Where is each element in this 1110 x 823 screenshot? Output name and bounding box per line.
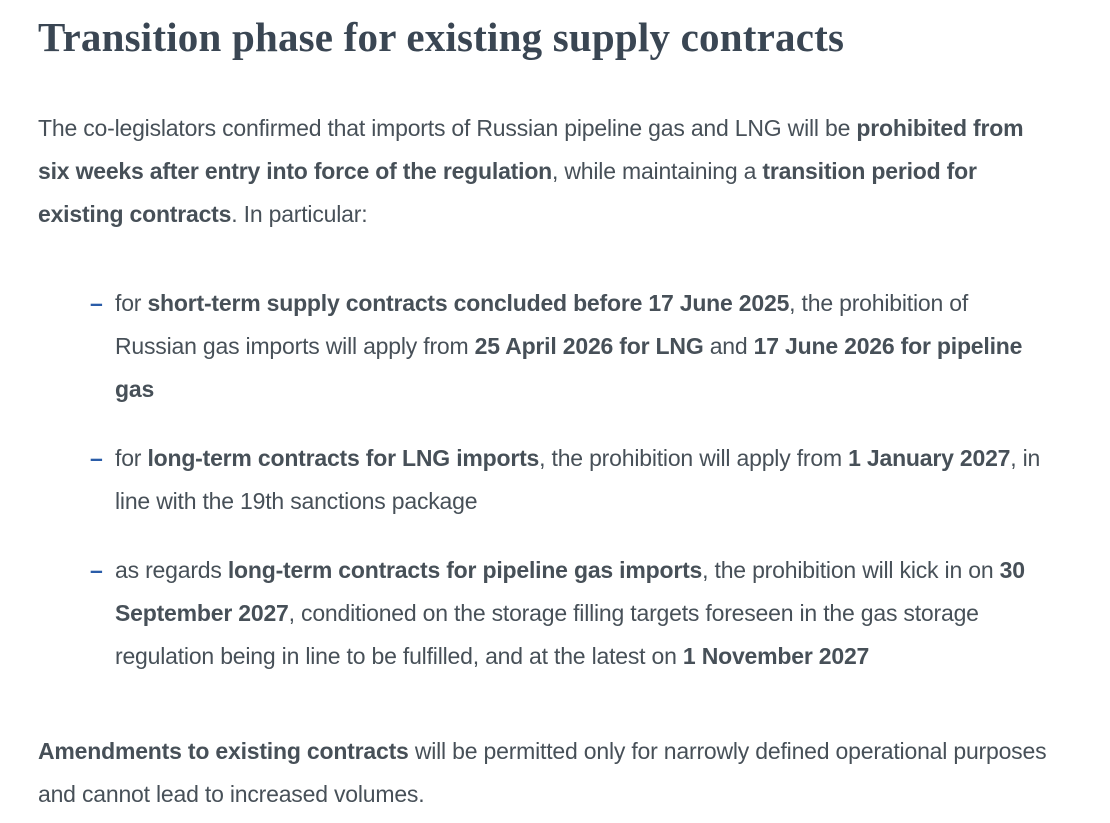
dash-bullet-icon: – bbox=[90, 557, 103, 584]
list-item-short-term-contracts bbox=[38, 282, 1048, 411]
list-item-text: for short-term supply contracts concluded before 17 June 2025, the prohibition of Russian gas imports will apply from 25 April 2026 for LNG and 17 June 2026 for pipeline gas bbox=[115, 290, 1023, 403]
page-title: Transition phase for existing supply contracts bbox=[38, 14, 845, 60]
dash-bullet-icon: – bbox=[90, 445, 103, 472]
list-item-long-term-pipeline-contracts bbox=[38, 549, 1048, 678]
list-item-text: as regards long-term contracts for pipeline gas imports, the prohibition will kick in on 30 September 2027, conditioned on the storage filling targets foreseen in the gas storage regulation being in line to be fulfilled, and at the latest on 1 November 2027 bbox=[115, 557, 1025, 670]
list-item-long-term-lng-contracts bbox=[38, 437, 1048, 523]
list-item-text: for long-term contracts for LNG imports, the prohibition will apply from 1 January 2027, in line with the 19th sanctions package bbox=[115, 445, 1041, 515]
dash-bullet-icon: – bbox=[90, 290, 103, 317]
amendments-paragraph: Amendments to existing contracts will be permitted only for narrowly defined operational purposes and cannot lead to increased volumes. bbox=[38, 738, 1047, 808]
transition-dates-list bbox=[38, 282, 1070, 678]
intro-paragraph: The co-legislators confirmed that imports of Russian pipeline gas and LNG will be prohibited from six weeks after entry into force of the regulation, while maintaining a transition period for existing contracts. In particular: bbox=[38, 115, 1024, 228]
